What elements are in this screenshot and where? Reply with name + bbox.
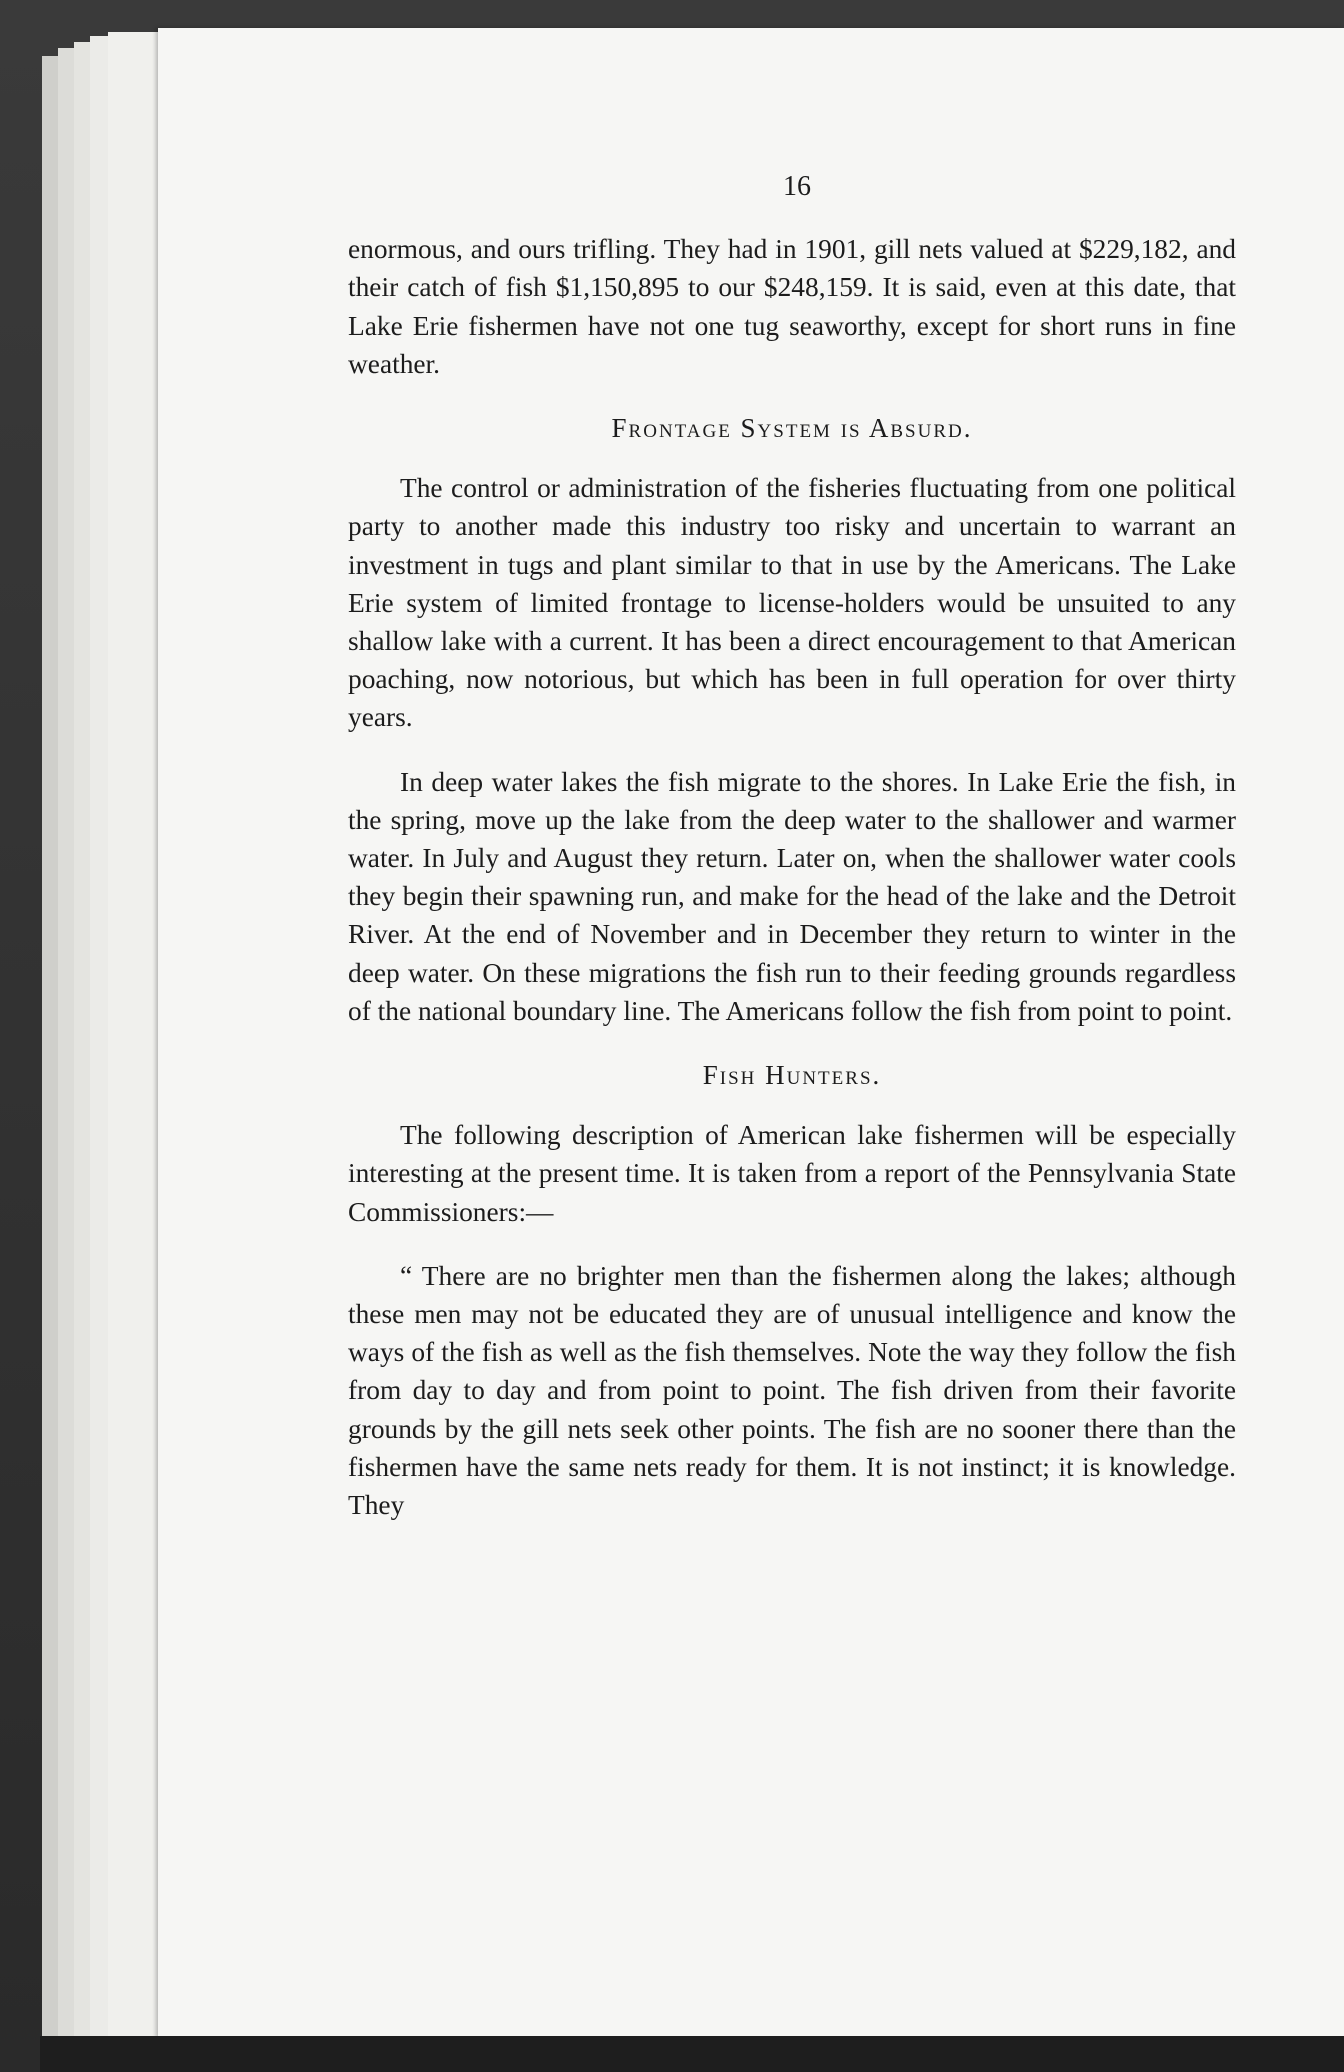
section-heading: Frontage System is Absurd.	[611, 413, 973, 444]
scan-bottom-shadow	[40, 2036, 1344, 2072]
paragraph: The control or administration of the fisheries fluctuating from one political party to another made this industry too risky and uncertain to warrant an investment in tugs and plant similar to that in use by the Americans. The Lake Erie system of limited frontage to license-holders would be unsuited to any shallow lake with a current. It has been a direct encouragement to that American poaching, now notorious, but which has been in full operation for over thirty years.	[348, 473, 1236, 733]
page-number: 16	[783, 171, 811, 202]
paragraph: enormous, and ours trifling. They had in 1901, gill nets valued at $229,182, and their catch of fish $1,150,895 to our $248,159. It is said, even at this date, that Lake Erie fishermen have not one tug seaworthy, except for short runs in fine weather.	[348, 234, 1236, 379]
paragraph: The following description of American lake fishermen will be especially interesting at the present time. It is taken from a report of the Pennsylvania State Commissioners:—	[348, 1120, 1236, 1227]
quotation-paragraph: “ There are no brighter men than the fishermen along the lakes; although these men may not be educated they are of unusual intelligence and know the ways of the fish as well as the fish themselves. Note the way they follow the fish from day to day and from point to point. The fish driven from their favorite grounds by the gill nets seek other points. The fish are no sooner there than the fishermen have the same nets ready for them. It is not instinct; it is knowledge. They	[348, 1260, 1236, 1521]
section-heading: Fish Hunters.	[702, 1060, 882, 1091]
paragraph: In deep water lakes the fish migrate to the shores. In Lake Erie the fish, in the spring, move up the lake from the deep water to the shallower and warmer water. In July and August they return. Later on, when the shallower water cools they begin their spawning run, and make for the head of the lake and the Detroit River. At the end of November and in December they return to winter in the deep water. On these migrations the fish run to their feeding grounds regardless of the national boundary line. The Americans follow the fish from point to point.	[348, 766, 1236, 1026]
page-text	[348, 168, 1236, 1550]
